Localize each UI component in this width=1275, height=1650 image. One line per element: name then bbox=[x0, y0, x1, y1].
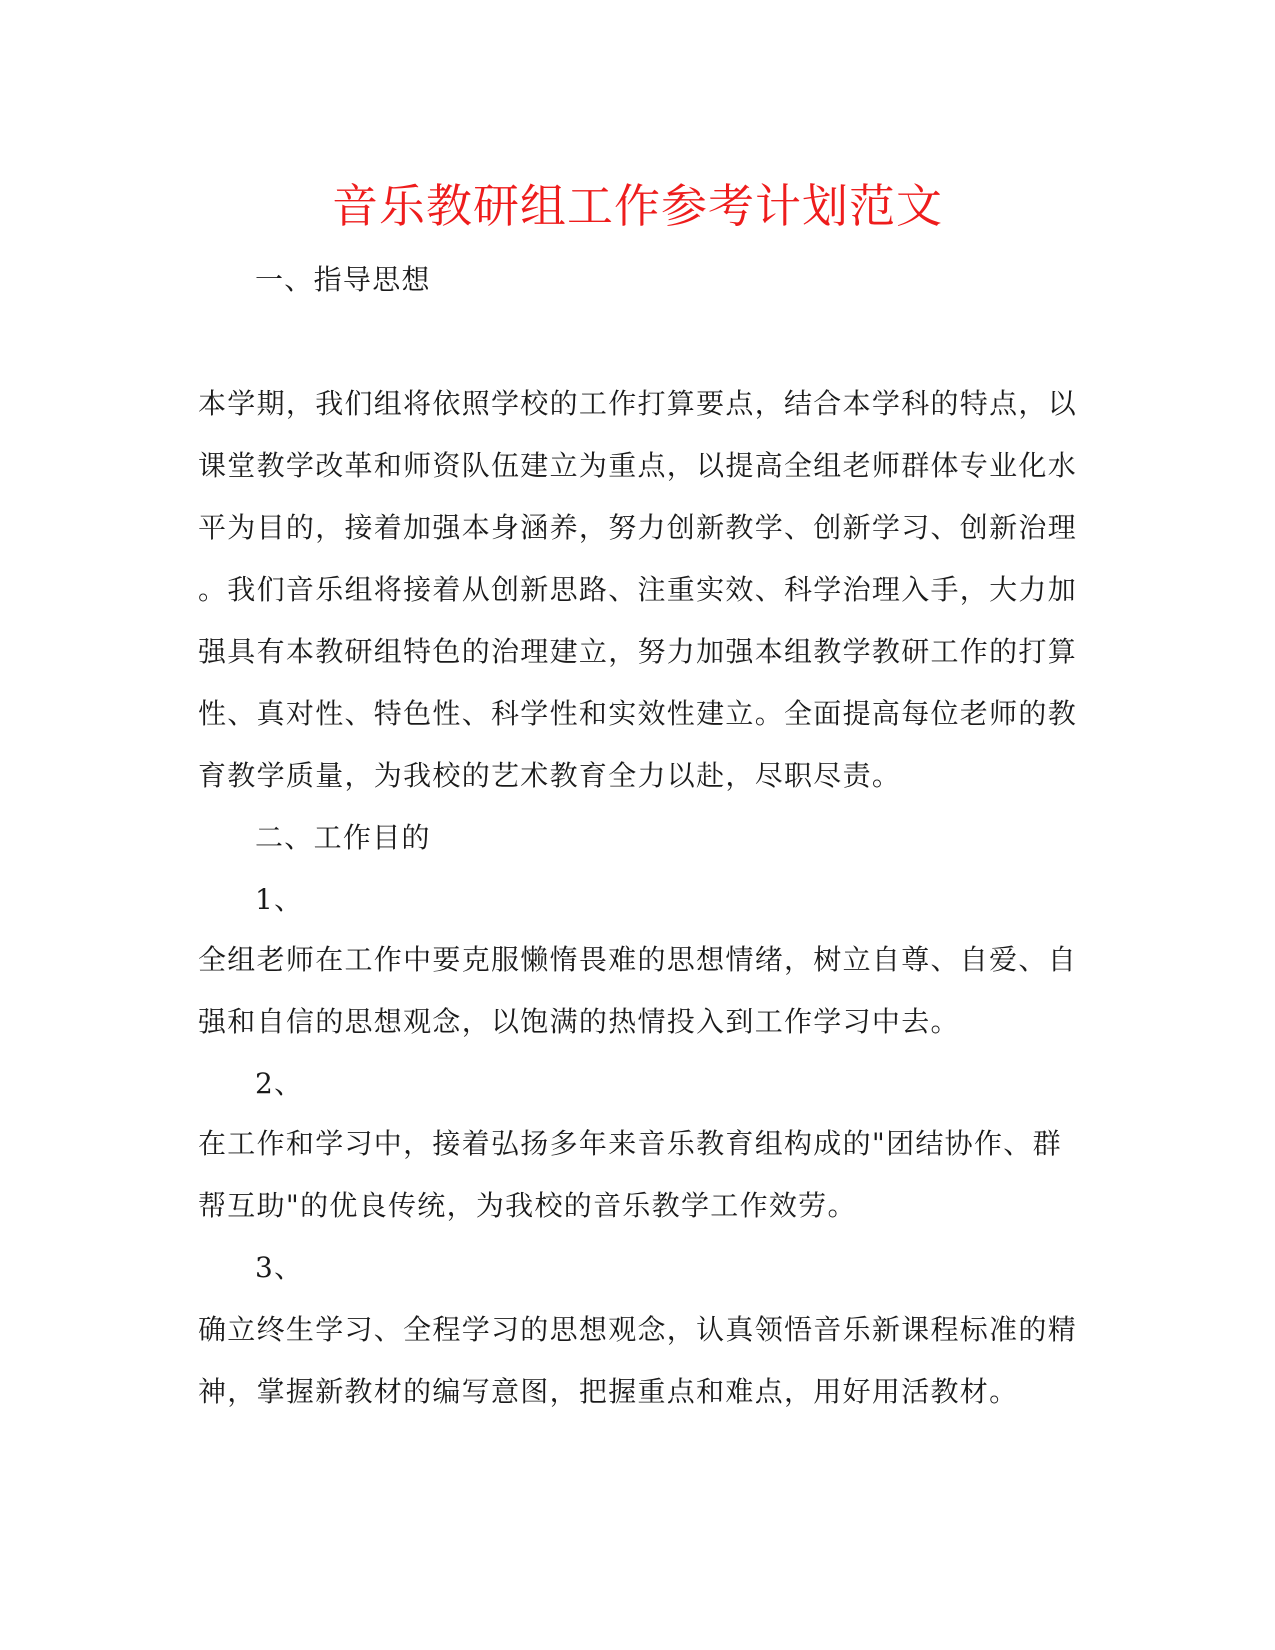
item-line: 确立终生学习、全程学习的思想观念，认真领悟音乐新课程标准的精 bbox=[198, 1313, 1078, 1346]
item-line: 神，掌握新教材的编写意图，把握重点和难点，用好用活教材。 bbox=[198, 1375, 1019, 1408]
paragraph-line: 本学期，我们组将依照学校的工作打算要点，结合本学科的特点，以 bbox=[198, 387, 1078, 420]
item-number: 1、 bbox=[255, 883, 304, 916]
item-line: 全组老师在工作中要克服懒惰畏难的思想情绪，树立自尊、自爱、自 bbox=[198, 943, 1078, 976]
item-line: 在工作和学习中，接着弘扬多年来音乐教育组构成的"团结协作、群 bbox=[198, 1127, 1062, 1160]
item-number: 3、 bbox=[255, 1251, 304, 1284]
paragraph-line: 强具有本教研组特色的治理建立，努力加强本组教学教研工作的打算 bbox=[198, 635, 1078, 668]
paragraph-line: 课堂教学改革和师资队伍建立为重点，以提高全组老师群体专业化水 bbox=[198, 449, 1078, 482]
item-line: 强和自信的思想观念，以饱满的热情投入到工作学习中去。 bbox=[198, 1005, 960, 1038]
paragraph-line: 平为目的，接着加强本身涵养，努力创新教学、创新学习、创新治理 bbox=[198, 511, 1078, 544]
item-line: 帮互助"的优良传统，为我校的音乐教学工作效劳。 bbox=[198, 1189, 857, 1222]
section-heading-guiding-thought: 一、指导思想 bbox=[255, 263, 431, 296]
paragraph-line: 性、真对性、特色性、科学性和实效性建立。全面提高每位老师的教 bbox=[198, 697, 1078, 730]
item-number: 2、 bbox=[255, 1067, 304, 1100]
paragraph-line: 。我们音乐组将接着从创新思路、注重实效、科学治理入手，大力加 bbox=[198, 573, 1078, 606]
paragraph-line: 育教学质量，为我校的艺术教育全力以赴，尽职尽责。 bbox=[198, 759, 902, 792]
document-title: 音乐教研组工作参考计划范文 bbox=[332, 179, 943, 233]
section-heading-work-goals: 二、工作目的 bbox=[255, 821, 431, 854]
